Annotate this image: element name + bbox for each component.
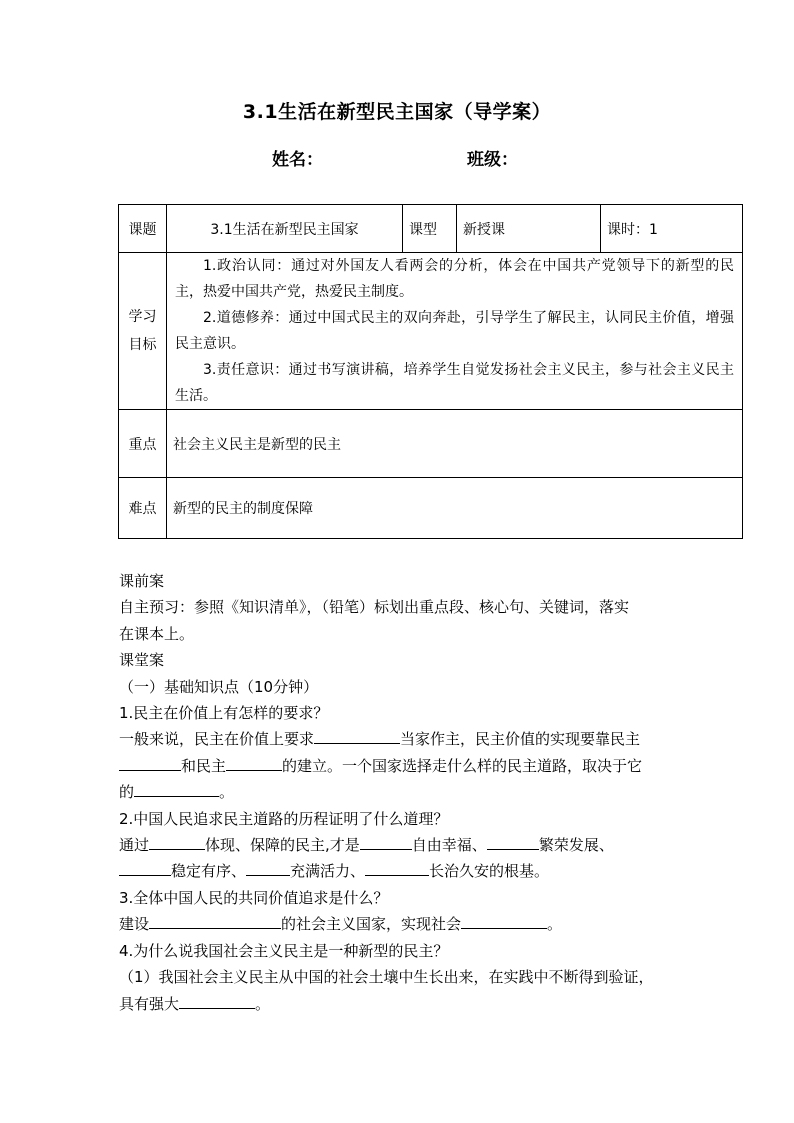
fill-blank[interactable] bbox=[119, 755, 181, 771]
answer-text: 具有强大 bbox=[119, 994, 180, 1013]
answer-text: 建设 bbox=[119, 915, 150, 934]
difficult-point-value: 新型的民主的制度保障 bbox=[167, 478, 743, 539]
topic-row bbox=[119, 205, 743, 253]
fill-blank[interactable] bbox=[149, 913, 281, 929]
goals-row bbox=[119, 253, 743, 410]
answer-line bbox=[119, 858, 689, 884]
difficult-point-label: 难点 bbox=[119, 478, 167, 539]
answer-text: 的社会主义国家，实现社会 bbox=[281, 915, 462, 934]
preclass-line-1: 自主预习：参照《知识清单》，（铅笔）标划出重点段、核心句、关键词，落实 bbox=[119, 598, 630, 617]
fill-blank[interactable] bbox=[360, 834, 412, 850]
answer-text: 。 bbox=[547, 915, 563, 934]
fill-blank[interactable] bbox=[226, 755, 282, 771]
answer-text: 的建立。一个国家选择走什么样的民主道路，取决于它 bbox=[282, 756, 643, 775]
question-3: 3.全体中国人民的共同价值追求是什么？ bbox=[119, 888, 389, 907]
period-value: 课时：1 bbox=[601, 205, 743, 253]
answer-line bbox=[119, 832, 689, 858]
type-value: 新授课 bbox=[457, 205, 601, 253]
answer-text: 充满活力、 bbox=[290, 862, 366, 881]
page-title: 3.1生活在新型民主国家（导学案） bbox=[242, 101, 552, 123]
worksheet-body bbox=[119, 568, 689, 1017]
inclass-heading: 课堂案 bbox=[119, 651, 165, 670]
answer-line bbox=[119, 779, 689, 805]
fill-blank[interactable] bbox=[487, 834, 539, 850]
name-label: 姓名： bbox=[272, 150, 323, 170]
question-1: 1.民主在价值上有怎样的要求？ bbox=[119, 704, 329, 723]
answer-text: 繁荣发展、 bbox=[538, 836, 614, 855]
answer-text: 。 bbox=[219, 783, 235, 802]
preclass-heading: 课前案 bbox=[119, 572, 165, 590]
answer-text: 稳定有序、 bbox=[171, 862, 247, 881]
answer-line bbox=[119, 991, 689, 1017]
goal-item: 1.政治认同：通过对外国友人看两会的分析，体会在中国共产党领导下的新型的民主，热爱中国共产党，热爱民主制度。 bbox=[175, 258, 734, 300]
lesson-info-table bbox=[118, 204, 743, 539]
key-point-label: 重点 bbox=[119, 410, 167, 478]
answer-text: 自由幸福、 bbox=[411, 836, 487, 855]
answer-text: 一般来说，民主在价值上要求 bbox=[119, 730, 315, 749]
type-label: 课型 bbox=[403, 205, 457, 253]
fill-blank[interactable] bbox=[179, 993, 255, 1009]
answer-line bbox=[119, 911, 689, 937]
fill-blank[interactable] bbox=[134, 781, 219, 797]
key-point-row bbox=[119, 410, 743, 478]
answer-text: 长治久安的根基。 bbox=[429, 862, 550, 881]
answer-line bbox=[119, 726, 689, 752]
answer-line bbox=[119, 753, 689, 779]
difficult-point-row bbox=[119, 478, 743, 539]
key-point-value: 社会主义民主是新型的民主 bbox=[167, 410, 743, 478]
class-label: 班级： bbox=[467, 150, 518, 170]
answer-line: （1）我国社会主义民主从中国的社会土壤中生长出来，在实践中不断得到验证， bbox=[119, 968, 654, 987]
goals-content bbox=[167, 253, 743, 410]
answer-text: 通过 bbox=[119, 836, 150, 855]
answer-text: 的 bbox=[119, 783, 135, 802]
fill-blank[interactable] bbox=[461, 913, 547, 929]
fill-blank[interactable] bbox=[119, 860, 171, 876]
question-4: 4.为什么说我国社会主义民主是一种新型的民主？ bbox=[119, 941, 449, 960]
answer-text: 体现、保障的民主,才是 bbox=[205, 836, 360, 855]
question-2: 2.中国人民追求民主道路的历程证明了什么道理？ bbox=[119, 809, 449, 828]
answer-text: 。 bbox=[255, 994, 271, 1013]
goal-item: 2.道德修养：通过中国式民主的双向奔赴，引导学生了解民主，认同民主价值，增强民主意识。 bbox=[175, 310, 734, 352]
topic-value: 3.1生活在新型民主国家 bbox=[167, 205, 403, 253]
goals-label-line-2: 目标 bbox=[128, 337, 157, 353]
answer-text: 当家作主，民主价值的实现要靠民主 bbox=[400, 730, 641, 749]
goals-label-line-1: 学习 bbox=[128, 309, 157, 325]
fill-blank[interactable] bbox=[365, 860, 429, 876]
fill-blank[interactable] bbox=[149, 834, 205, 850]
goals-label bbox=[119, 253, 167, 410]
topic-label: 课题 bbox=[119, 205, 167, 253]
section-heading: （一）基础知识点（10分钟） bbox=[119, 677, 319, 696]
fill-blank[interactable] bbox=[314, 728, 400, 744]
fill-blank[interactable] bbox=[246, 860, 290, 876]
goal-item: 3.责任意识：通过书写演讲稿，培养学生自觉发扬社会主义民主，参与社会主义民主生活。 bbox=[175, 362, 734, 404]
preclass-line-2: 在课本上。 bbox=[119, 624, 195, 643]
answer-text: 和民主 bbox=[181, 756, 227, 775]
